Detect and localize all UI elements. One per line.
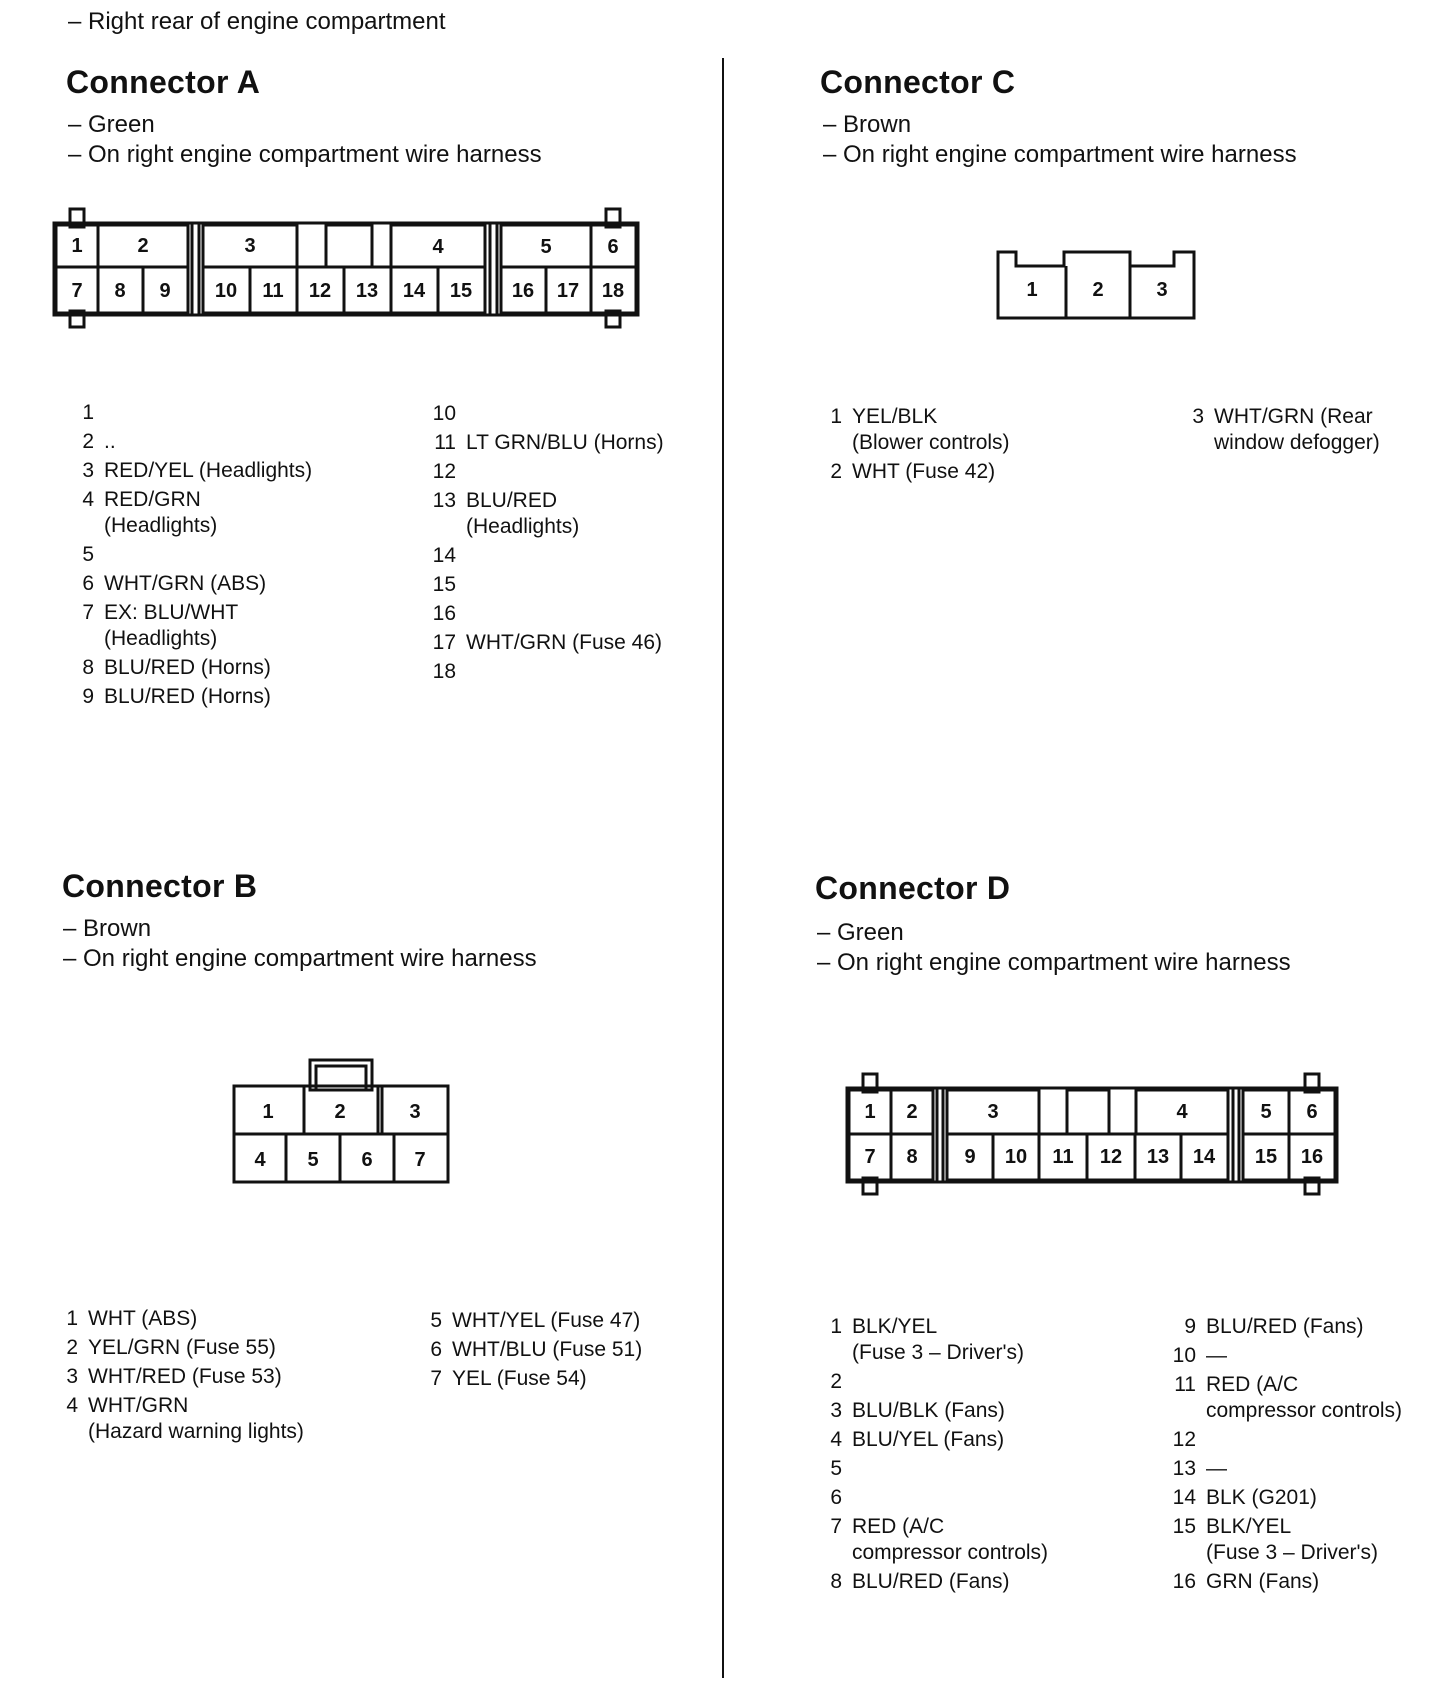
connector-d-diagram xyxy=(843,1070,1343,1198)
connector-c-title: Connector C xyxy=(820,64,1016,100)
connector-d-pin-label: 4 xyxy=(1176,1101,1188,1123)
pin-entry: 6 WHT/GRN (ABS) xyxy=(82,572,267,595)
pin-entry: 1 WHT (ABS) xyxy=(66,1307,198,1330)
connector-a-pin-label: 5 xyxy=(540,236,552,258)
connector-d-pin-label: 14 xyxy=(1192,1146,1216,1168)
connector-a-pin-label: 16 xyxy=(511,280,535,302)
pin-entry: 13 — xyxy=(1172,1457,1227,1480)
pin-entry: 3 RED/YEL (Headlights) xyxy=(82,459,313,482)
connector-c-location: – On right engine compartment wire harness xyxy=(823,141,1297,168)
connector-a-pin-label: 3 xyxy=(244,235,256,257)
connector-c-diagram xyxy=(994,248,1200,322)
connector-a-pin-label: 2 xyxy=(137,235,149,257)
connector-d-pin-label: 12 xyxy=(1099,1146,1123,1168)
connector-d-pin-label: 11 xyxy=(1052,1146,1074,1168)
connector-c-color: – Brown xyxy=(823,111,912,138)
pin-entry: 5 WHT/YEL (Fuse 47) xyxy=(430,1309,641,1332)
pin-entry: 11 RED (A/C compressor controls) xyxy=(1174,1373,1403,1422)
pin-entry: 6 WHT/BLU (Fuse 51) xyxy=(430,1338,643,1361)
pin-entry: 1 xyxy=(82,401,94,424)
pin-entry: 7 YEL (Fuse 54) xyxy=(430,1367,587,1390)
connector-b-location: – On right engine compartment wire harness xyxy=(63,945,537,972)
connector-b-pin-list-left xyxy=(42,1306,402,1448)
connector-d-pin-label: 2 xyxy=(906,1101,918,1123)
connector-a-color: – Green xyxy=(68,111,155,138)
connector-a-pin-label: 14 xyxy=(402,280,426,302)
pin-entry: 7 EX: BLU/WHT (Headlights) xyxy=(82,601,239,650)
connector-d-pin-label: 10 xyxy=(1004,1146,1028,1168)
connector-d-pin-label: 3 xyxy=(987,1101,999,1123)
connector-c-pin-label: 2 xyxy=(1092,279,1104,301)
connector-a-pin-label: 12 xyxy=(308,280,332,302)
connector-b-pin-list-right xyxy=(406,1308,706,1395)
pin-entry: 14 xyxy=(432,544,456,567)
connector-d-pin-label: 15 xyxy=(1254,1146,1278,1168)
pin-entry: 7 RED (A/C compressor controls) xyxy=(830,1515,1049,1564)
connector-a-pin-label: 9 xyxy=(159,280,171,302)
connector-a-pin-label: 13 xyxy=(355,280,379,302)
pin-entry: 3 WHT/GRN (Rear window defogger) xyxy=(1192,405,1380,454)
connector-a-title: Connector A xyxy=(66,64,261,100)
pin-entry: 14 BLK (G201) xyxy=(1172,1486,1317,1509)
connector-d-pin-label: 8 xyxy=(906,1146,918,1168)
connector-b-pin-label: 2 xyxy=(334,1101,346,1123)
connector-a-pin-label: 11 xyxy=(262,280,284,302)
connector-a-diagram xyxy=(50,205,650,330)
pin-entry: 9 BLU/RED (Horns) xyxy=(82,685,271,708)
connector-d-color: – Green xyxy=(817,919,904,946)
pin-entry: 5 xyxy=(82,543,94,566)
connector-b-pin-label: 4 xyxy=(254,1149,266,1171)
connector-b-pin-label: 7 xyxy=(414,1149,426,1171)
connector-b-pin-label: 3 xyxy=(409,1101,421,1123)
connector-d-pin-list-right xyxy=(1160,1314,1430,1598)
connector-a-pin-label: 17 xyxy=(556,280,580,302)
pin-entry: 10 — xyxy=(1172,1344,1227,1367)
pin-entry: 12 xyxy=(432,460,456,483)
connector-a-pin-label: 6 xyxy=(607,236,619,258)
pin-entry: 1 YEL/BLK (Blower controls) xyxy=(830,405,1010,454)
connector-d-pin-label: 9 xyxy=(964,1146,976,1168)
connector-d-title: Connector D xyxy=(815,870,1011,906)
connector-d-pin-label: 6 xyxy=(1306,1101,1318,1123)
pin-entry: 16 xyxy=(432,602,456,625)
pin-entry: 11 LT GRN/BLU (Horns) xyxy=(434,431,664,454)
pin-entry: 15 BLK/YEL (Fuse 3 – Driver's) xyxy=(1172,1515,1379,1564)
pin-entry: 5 xyxy=(830,1457,842,1480)
pin-entry: 12 xyxy=(1172,1428,1196,1451)
pin-entry: 8 BLU/RED (Horns) xyxy=(82,656,271,679)
connector-d-pin-label: 1 xyxy=(864,1101,876,1123)
connector-d-pin-label: 5 xyxy=(1260,1101,1272,1123)
connector-b-title: Connector B xyxy=(62,868,258,904)
connector-d-location: – On right engine compartment wire harness xyxy=(817,949,1291,976)
pin-entry: 2 xyxy=(830,1370,842,1393)
connector-d-pin-list-left xyxy=(806,1314,1146,1598)
pin-entry: 8 BLU/RED (Fans) xyxy=(830,1570,1010,1593)
pin-entry: 17 WHT/GRN (Fuse 46) xyxy=(432,631,663,654)
top-location-note: – Right rear of engine compartment xyxy=(68,8,446,35)
connector-a-pin-list-left xyxy=(58,400,378,713)
connector-d-pin-label: 13 xyxy=(1146,1146,1170,1168)
connector-b-pin-label: 5 xyxy=(307,1149,319,1171)
connector-a-pin-label: 18 xyxy=(601,280,625,302)
pin-entry: 4 RED/GRN (Headlights) xyxy=(82,488,218,537)
pin-entry: 2 YEL/GRN (Fuse 55) xyxy=(66,1336,276,1359)
pin-entry: 13 BLU/RED (Headlights) xyxy=(432,489,580,538)
pin-entry: 10 xyxy=(432,402,456,425)
pin-entry: 4 BLU/YEL (Fans) xyxy=(830,1428,1005,1451)
connector-a-location: – On right engine compartment wire harness xyxy=(68,141,542,168)
connector-b-pin-label: 1 xyxy=(262,1101,274,1123)
pin-entry: 16 GRN (Fans) xyxy=(1172,1570,1320,1593)
connector-c-pin-list-left xyxy=(806,404,1106,488)
connector-a-pin-label: 15 xyxy=(449,280,473,302)
connector-a-pin-label: 8 xyxy=(114,280,126,302)
pin-entry: 9 BLU/RED (Fans) xyxy=(1184,1315,1364,1338)
pin-entry: 15 xyxy=(432,573,456,596)
pin-entry: 3 WHT/RED (Fuse 53) xyxy=(66,1365,282,1388)
connector-c-pin-label: 3 xyxy=(1156,279,1168,301)
pin-entry: 6 xyxy=(830,1486,842,1509)
pin-entry: 1 BLK/YEL (Fuse 3 – Driver's) xyxy=(830,1315,1025,1364)
pin-entry: 3 BLU/BLK (Fans) xyxy=(830,1399,1005,1422)
pin-entry: 18 xyxy=(432,660,456,683)
connector-b-color: – Brown xyxy=(63,915,152,942)
connector-b-pin-label: 6 xyxy=(361,1149,373,1171)
connector-d-pin-label: 16 xyxy=(1300,1146,1324,1168)
pin-entry: 2 WHT (Fuse 42) xyxy=(830,460,996,483)
connector-b-diagram xyxy=(230,1056,452,1186)
connector-a-pin-label: 10 xyxy=(214,280,238,302)
pin-entry: 2 .. xyxy=(82,430,116,453)
connector-a-pin-list-right xyxy=(420,401,720,688)
connector-c-pin-list-right xyxy=(1168,404,1438,459)
column-divider xyxy=(722,58,724,1678)
connector-a-pin-label: 4 xyxy=(432,236,444,258)
connector-a-pin-label: 1 xyxy=(71,235,83,257)
pin-entry: 4 WHT/GRN (Hazard warning lights) xyxy=(66,1394,304,1443)
connector-d-pin-label: 7 xyxy=(864,1146,876,1168)
connector-c-pin-label: 1 xyxy=(1026,279,1038,301)
connector-a-pin-label: 7 xyxy=(71,280,83,302)
